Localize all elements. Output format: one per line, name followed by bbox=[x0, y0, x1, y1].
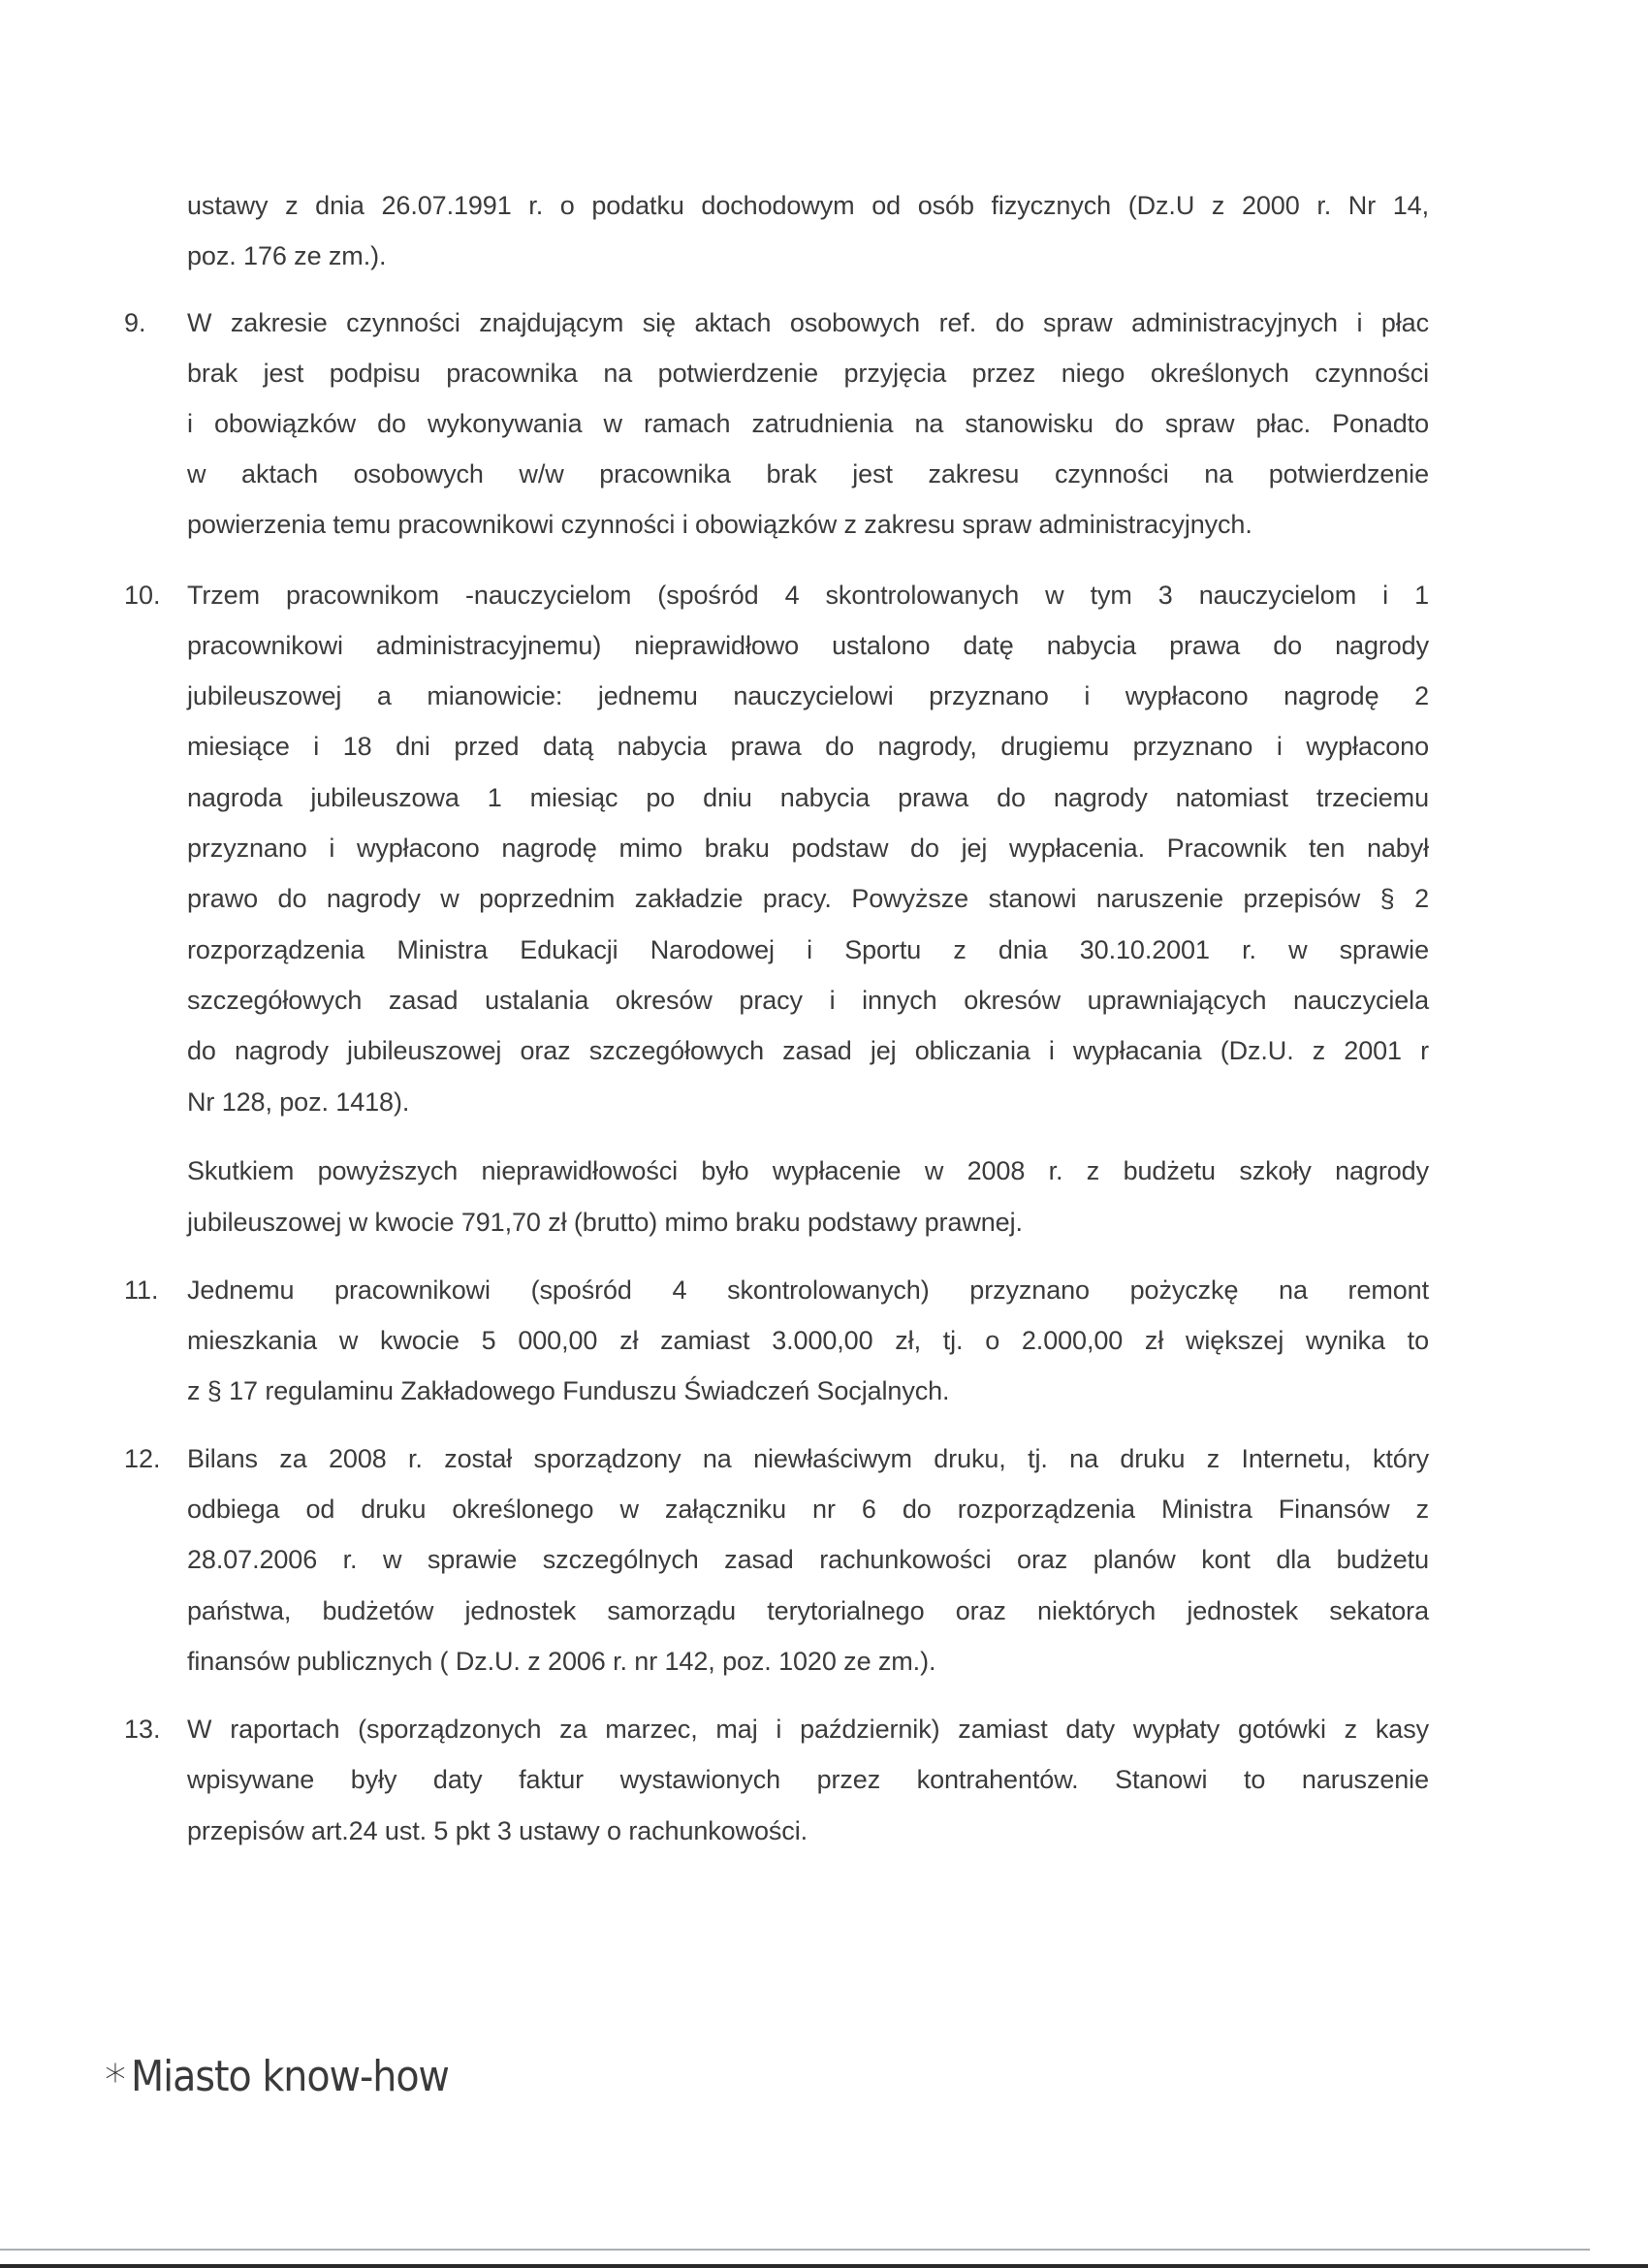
item-10-line: nagroda jubileuszowa 1 miesiąc po dniu nabycia prawa do nagrody natomiast trzeciemu bbox=[187, 783, 1429, 812]
item-number: 9. bbox=[124, 308, 146, 337]
item-13-line: przepisów art.24 ust. 5 pkt 3 ustawy o rachunkowości. bbox=[187, 1816, 808, 1845]
item-number: 11. bbox=[124, 1276, 159, 1305]
item-9-line: powierzenia temu pracownikowi czynności i obowiązków z zakresu spraw administracyjnych. bbox=[187, 510, 1252, 539]
footer-logo-text: Miasto know-how bbox=[131, 2052, 449, 2101]
item-10-line: rozporządzenia Ministra Edukacji Narodowej i Sportu z dnia 30.10.2001 r. w sprawie bbox=[187, 935, 1429, 964]
item-9-line: i obowiązków do wykonywania w ramach zatrudnienia na stanowisku do spraw płac. Ponadto bbox=[187, 409, 1429, 438]
item-10-line: Nr 128, poz. 1418). bbox=[187, 1087, 410, 1117]
item-9-line: brak jest podpisu pracownika na potwierdzenie przyjęcia przez niego określonych czynności bbox=[187, 359, 1429, 388]
item-11-line: Jednemu pracownikowi (spośród 4 skontrolowanych) przyznano pożyczkę na remont bbox=[187, 1276, 1429, 1305]
item-10-line: szczegółowych zasad ustalania okresów pracy i innych okresów uprawniających nauczyciela bbox=[187, 986, 1429, 1015]
item-12-line: państwa, budżetów jednostek samorządu terytorialnego oraz niektórych jednostek sekatora bbox=[187, 1596, 1429, 1625]
item-9-line: W zakresie czynności znajdującym się aktach osobowych ref. do spraw administracyjnych i płac bbox=[187, 308, 1429, 337]
item-11-line: z § 17 regulaminu Zakładowego Funduszu Świadczeń Socjalnych. bbox=[187, 1376, 950, 1405]
item-10-line: przyznano i wypłacono nagrodę mimo braku podstaw do jej wypłacenia. Pracownik ten nabył bbox=[187, 834, 1429, 863]
item-10-followup-line: jubileuszowej w kwocie 791,70 zł (brutto) mimo braku podstawy prawnej. bbox=[187, 1208, 1023, 1237]
item-12-line: 28.07.2006 r. w sprawie szczególnych zasad rachunkowości oraz planów kont dla budżetu bbox=[187, 1545, 1429, 1574]
asterisk-icon: * bbox=[105, 2056, 125, 2105]
item-number: 13. bbox=[124, 1715, 161, 1744]
item-number: 10. bbox=[124, 581, 161, 610]
item-10-line: prawo do nagrody w poprzednim zakładzie pracy. Powyższe stanowi naruszenie przepisów § 2 bbox=[187, 884, 1429, 913]
item-10-line: miesiące i 18 dni przed datą nabycia prawa do nagrody, drugiemu przyznano i wypłacono bbox=[187, 732, 1429, 761]
scan-bottom-band bbox=[0, 2264, 1648, 2268]
item-10-line: Trzem pracownikom -nauczycielom (spośród 4 skontrolowanych w tym 3 nauczycielom i 1 bbox=[187, 581, 1429, 610]
item-9-line: w aktach osobowych w/w pracownika brak jest zakresu czynności na potwierdzenie bbox=[187, 459, 1429, 488]
item-12-line: Bilans za 2008 r. został sporządzony na niewłaściwym druku, tj. na druku z Internetu, który bbox=[187, 1444, 1429, 1473]
item-10-followup-line: Skutkiem powyższych nieprawidłowości było wypłacenie w 2008 r. z budżetu szkoły nagrody bbox=[187, 1156, 1429, 1185]
item-10-line: jubileuszowej a mianowicie: jednemu nauczycielowi przyznano i wypłacono nagrodę 2 bbox=[187, 681, 1429, 710]
item-11-line: mieszkania w kwocie 5 000,00 zł zamiast 3.000,00 zł, tj. o 2.000,00 zł większej wynika to bbox=[187, 1326, 1429, 1355]
item-13-line: W raportach (sporządzonych za marzec, maj i październik) zamiast daty wypłaty gotówki z kasy bbox=[187, 1715, 1429, 1744]
intro-line: poz. 176 ze zm.). bbox=[187, 241, 387, 270]
scan-edge-line bbox=[0, 2249, 1590, 2251]
item-number: 12. bbox=[124, 1444, 161, 1473]
item-10-line: do nagrody jubileuszowej oraz szczegółowych zasad jej obliczania i wypłacania (Dz.U. z 2001 r bbox=[187, 1036, 1429, 1065]
item-13-line: wpisywane były daty faktur wystawionych przez kontrahentów. Stanowi to naruszenie bbox=[187, 1765, 1429, 1794]
intro-line: ustawy z dnia 26.07.1991 r. o podatku dochodowym od osób fizycznych (Dz.U z 2000 r. Nr 14, bbox=[187, 191, 1429, 220]
item-12-line: odbiega od druku określonego w załączniku nr 6 do rozporządzenia Ministra Finansów z bbox=[187, 1495, 1429, 1524]
footer-logo bbox=[105, 2050, 449, 2104]
item-12-line: finansów publicznych ( Dz.U. z 2006 r. nr 142, poz. 1020 ze zm.). bbox=[187, 1647, 936, 1676]
item-10-line: pracownikowi administracyjnemu) nieprawidłowo ustalono datę nabycia prawa do nagrody bbox=[187, 631, 1429, 660]
